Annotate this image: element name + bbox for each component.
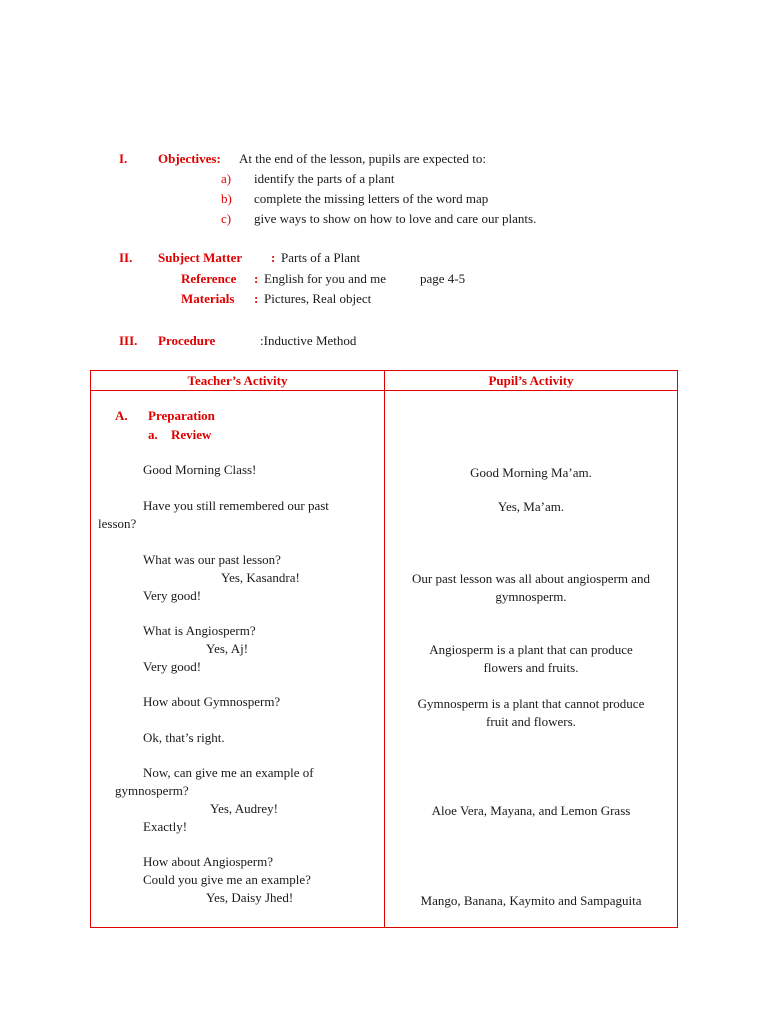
pupil-activity-header: Pupil’s Activity xyxy=(385,371,678,391)
activity-table xyxy=(90,370,678,928)
teacher-line: Yes, Audrey! xyxy=(210,801,279,816)
objective-b-marker: b) xyxy=(221,191,232,206)
reference-value: English for you and me xyxy=(264,271,387,286)
review-marker: a. xyxy=(148,427,158,442)
pupil-line: Aloe Vera, Mayana, and Lemon Grass xyxy=(431,803,631,818)
teacher-line: Very good! xyxy=(143,588,202,603)
subject-matter-value: Parts of a Plant xyxy=(281,250,361,265)
pupil-line: Good Morning Ma’am. xyxy=(470,465,592,480)
reference-colon: : xyxy=(254,271,259,286)
preparation-marker: A. xyxy=(115,408,128,423)
teacher-line: Good Morning Class! xyxy=(143,462,257,477)
section-3-numeral: III. xyxy=(119,333,138,348)
teacher-line: gymnosperm? xyxy=(115,783,189,798)
teacher-line: Could you give me an example? xyxy=(143,872,311,887)
teacher-line: Ok, that’s right. xyxy=(143,730,225,745)
subject-matter-label: Subject Matter xyxy=(158,250,243,265)
procedure-label: Procedure xyxy=(158,333,216,348)
teacher-line: Very good! xyxy=(143,659,202,674)
teacher-line: Yes, Aj! xyxy=(206,641,249,656)
preparation-heading: Preparation xyxy=(148,408,215,423)
reference-label: Reference xyxy=(181,271,237,286)
objective-c-text: give ways to show on how to love and care our plants. xyxy=(254,211,537,226)
teacher-activity-header: Teacher’s Activity xyxy=(91,371,385,391)
materials-value: Pictures, Real object xyxy=(264,291,372,306)
section-2-numeral: II. xyxy=(119,250,133,265)
pupil-line: Angiosperm is a plant that can produce xyxy=(429,642,633,657)
teacher-line: Yes, Daisy Jhed! xyxy=(206,890,294,905)
materials-colon: : xyxy=(254,291,259,306)
objective-b-text: complete the missing letters of the word map xyxy=(254,191,489,206)
pupil-activity-cell xyxy=(385,391,678,928)
teacher-line: Exactly! xyxy=(143,819,188,834)
teacher-line: Have you still remembered our past xyxy=(143,498,329,513)
teacher-line: What is Angiosperm? xyxy=(143,623,256,638)
teacher-line: What was our past lesson? xyxy=(143,552,281,567)
teacher-line: lesson? xyxy=(98,516,137,531)
pupil-line: Mango, Banana, Kaymito and Sampaguita xyxy=(420,893,642,908)
objectives-intro: At the end of the lesson, pupils are expected to: xyxy=(239,151,486,166)
pupil-line: Our past lesson was all about angiosperm and xyxy=(412,571,650,586)
objective-a-marker: a) xyxy=(221,171,232,186)
teacher-line: How about Gymnosperm? xyxy=(143,694,281,709)
review-heading: Review xyxy=(171,427,212,442)
objective-a-text: identify the parts of a plant xyxy=(254,171,395,186)
objective-c-marker: c) xyxy=(221,211,232,226)
pupil-line: flowers and fruits. xyxy=(483,660,579,675)
materials-label: Materials xyxy=(181,291,235,306)
subject-matter-colon: : xyxy=(271,250,276,265)
procedure-value: :Inductive Method xyxy=(260,333,357,348)
teacher-line: How about Angiosperm? xyxy=(143,854,273,869)
teacher-line: Yes, Kasandra! xyxy=(221,570,300,585)
reference-page: page 4-5 xyxy=(420,271,466,286)
teacher-line: Now, can give me an example of xyxy=(143,765,314,780)
pupil-line: Yes, Ma’am. xyxy=(497,499,565,514)
section-1-numeral: I. xyxy=(119,151,128,166)
pupil-line: Gymnosperm is a plant that cannot produce xyxy=(417,696,645,711)
teacher-activity-cell xyxy=(91,391,385,928)
pupil-line: gymnosperm. xyxy=(495,589,567,604)
objectives-label: Objectives: xyxy=(158,151,221,166)
pupil-line: fruit and flowers. xyxy=(486,714,576,729)
